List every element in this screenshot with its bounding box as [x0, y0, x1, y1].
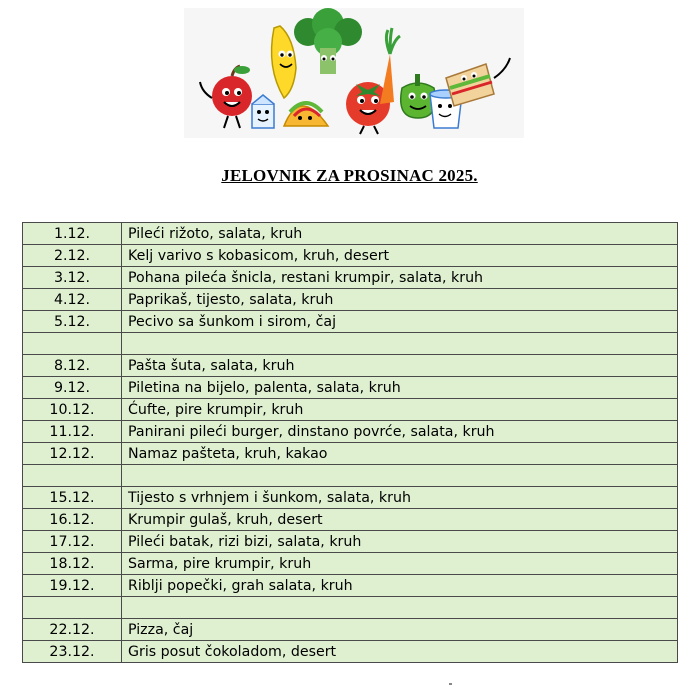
menu-meal: Kelj varivo s kobasicom, kruh, desert: [122, 245, 678, 267]
menu-row: [23, 619, 678, 641]
menu-date: 17.12.: [23, 531, 122, 553]
menu-row: [23, 421, 678, 443]
menu-meal: Pecivo sa šunkom i sirom, čaj: [122, 311, 678, 333]
menu-date: 15.12.: [23, 487, 122, 509]
menu-date: 2.12.: [23, 245, 122, 267]
menu-row-separator: [23, 333, 678, 355]
menu-meal: Pašta šuta, salata, kruh: [122, 355, 678, 377]
menu-row: [23, 487, 678, 509]
menu-meal: Piletina na bijelo, palenta, salata, kruh: [122, 377, 678, 399]
menu-row: [23, 267, 678, 289]
menu-meal: Pileći batak, rizi bizi, salata, kruh: [122, 531, 678, 553]
menu-row: [23, 531, 678, 553]
menu-date: 16.12.: [23, 509, 122, 531]
menu-date: 12.12.: [23, 443, 122, 465]
menu-row: [23, 509, 678, 531]
menu-row: [23, 575, 678, 597]
menu-row-separator: [23, 597, 678, 619]
page-mark: [449, 683, 452, 685]
menu-table: [22, 222, 678, 663]
menu-row: [23, 443, 678, 465]
menu-date: 9.12.: [23, 377, 122, 399]
menu-meal: Krumpir gulaš, kruh, desert: [122, 509, 678, 531]
menu-row: [23, 355, 678, 377]
menu-meal: Namaz pašteta, kruh, kakao: [122, 443, 678, 465]
menu-meal: Gris posut čokoladom, desert: [122, 641, 678, 663]
menu-date: 4.12.: [23, 289, 122, 311]
menu-row-separator: [23, 465, 678, 487]
menu-meal: Pileći rižoto, salata, kruh: [122, 223, 678, 245]
menu-meal: Pohana pileća šnicla, restani krumpir, salata, kruh: [122, 267, 678, 289]
menu-meal: Panirani pileći burger, dinstano povrće, salata, kruh: [122, 421, 678, 443]
page-title: JELOVNIK ZA PROSINAC 2025.: [221, 166, 478, 185]
menu-date: [23, 597, 122, 619]
menu-date: 5.12.: [23, 311, 122, 333]
menu-date: 3.12.: [23, 267, 122, 289]
menu-date: 18.12.: [23, 553, 122, 575]
menu-meal: [122, 597, 678, 619]
menu-row: [23, 245, 678, 267]
menu-row: [23, 641, 678, 663]
menu-date: 11.12.: [23, 421, 122, 443]
menu-meal: Ćufte, pire krumpir, kruh: [122, 399, 678, 421]
menu-date: 8.12.: [23, 355, 122, 377]
menu-date: [23, 333, 122, 355]
menu-date: 1.12.: [23, 223, 122, 245]
menu-row: [23, 553, 678, 575]
menu-meal: Tijesto s vrhnjem i šunkom, salata, kruh: [122, 487, 678, 509]
menu-table-body: [23, 223, 678, 663]
menu-meal: [122, 465, 678, 487]
menu-row: [23, 311, 678, 333]
menu-meal: Riblji popečki, grah salata, kruh: [122, 575, 678, 597]
menu-meal: Paprikaš, tijesto, salata, kruh: [122, 289, 678, 311]
menu-row: [23, 289, 678, 311]
menu-date: 23.12.: [23, 641, 122, 663]
menu-date: [23, 465, 122, 487]
menu-date: 19.12.: [23, 575, 122, 597]
menu-meal: [122, 333, 678, 355]
food-characters-illustration: [184, 8, 524, 138]
menu-meal: Sarma, pire krumpir, kruh: [122, 553, 678, 575]
menu-date: 22.12.: [23, 619, 122, 641]
menu-row: [23, 223, 678, 245]
menu-date: 10.12.: [23, 399, 122, 421]
menu-row: [23, 399, 678, 421]
menu-meal: Pizza, čaj: [122, 619, 678, 641]
menu-row: [23, 377, 678, 399]
